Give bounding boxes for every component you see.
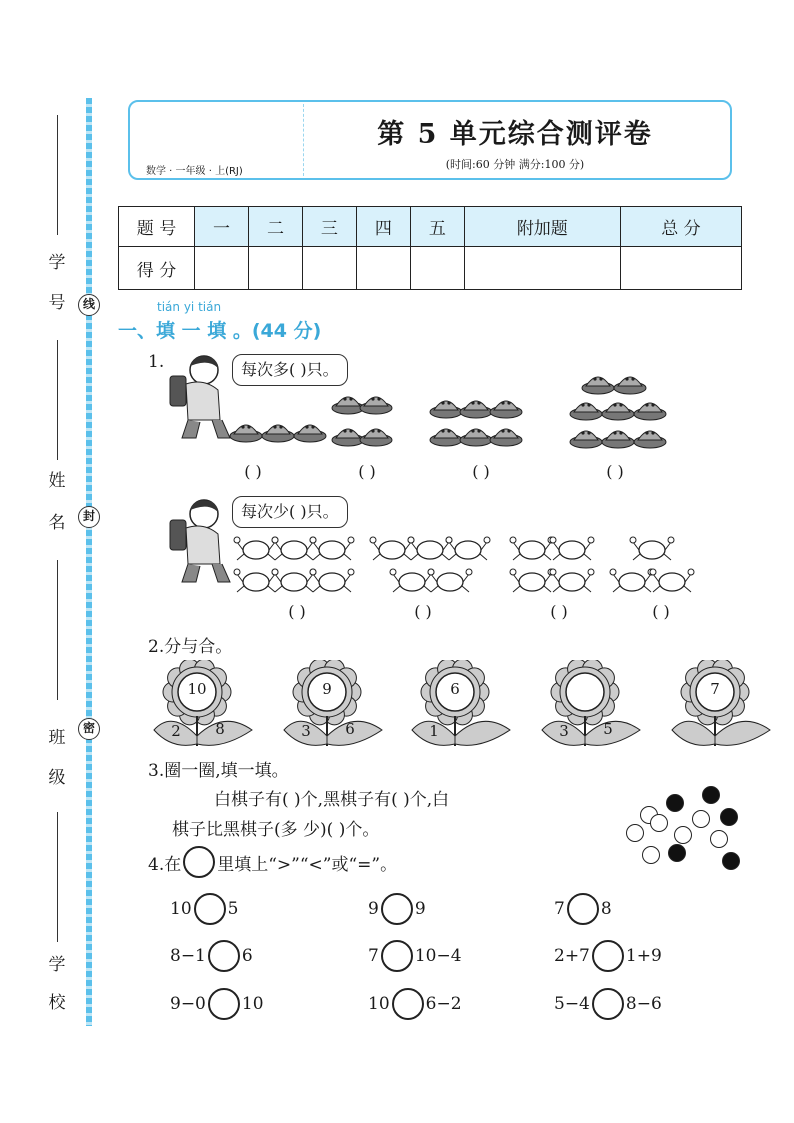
bird-nest-icon <box>360 397 392 414</box>
flower-total: 7 <box>710 680 720 698</box>
score-header-cell: 三 <box>302 207 356 247</box>
q1-answer-blank[interactable]: ( ) <box>550 602 568 621</box>
white-piece <box>674 826 692 844</box>
flower-right-part: 5 <box>603 720 613 738</box>
class-line <box>57 560 58 700</box>
speech-bubble-more: 每次多( )只。 <box>232 354 348 386</box>
subject-label: 数学 · 一年级 · 上(RJ) <box>146 166 243 177</box>
black-piece <box>702 786 720 804</box>
comparison-item <box>368 893 426 925</box>
birds-picture <box>226 362 676 454</box>
flower-left-part: 3 <box>559 722 569 740</box>
binding-label-ji: 级 <box>48 768 66 788</box>
comparison-left: 9 <box>368 899 379 919</box>
header-divider <box>303 104 304 176</box>
bird-nest-icon <box>582 377 614 394</box>
comparison-left: 8−1 <box>170 946 206 966</box>
comparison-left: 10 <box>368 994 390 1014</box>
bird-nest-icon <box>570 431 602 448</box>
comparison-answer-circle[interactable] <box>592 988 624 1020</box>
black-piece <box>668 844 686 862</box>
score-cell[interactable] <box>248 247 302 290</box>
binding-line <box>86 98 92 1026</box>
q3-line2: 棋子比黑棋子(多 少)( )个。 <box>172 820 380 840</box>
black-piece <box>666 794 684 812</box>
bird-nest-icon <box>602 431 634 448</box>
q4-label-part1: 4.在 <box>148 854 182 875</box>
white-piece <box>650 814 668 832</box>
section-title: 一、填 一 填 。(44 分) <box>118 320 322 342</box>
crab-icon <box>510 569 554 592</box>
crab-icon <box>408 537 452 560</box>
q2-label: 2.分与合。 <box>148 637 233 657</box>
score-header-cell: 总 分 <box>620 207 741 247</box>
score-cell[interactable] <box>410 247 464 290</box>
flower-total: 9 <box>322 680 332 698</box>
crab-icon <box>272 537 316 560</box>
bird-nest-icon <box>360 429 392 446</box>
binding-label-xing: 姓 <box>48 471 66 491</box>
comparison-item <box>170 893 238 925</box>
crab-icon <box>272 569 316 592</box>
seal-feng: 封 <box>78 506 100 528</box>
comparison-right: 10−4 <box>414 946 462 966</box>
comparison-right: 8 <box>600 899 612 919</box>
comparison-right: 8−6 <box>625 994 662 1014</box>
student-id-line <box>57 115 58 235</box>
crabs-picture <box>232 528 702 600</box>
bird-nest-icon <box>460 401 492 418</box>
flower-total: 10 <box>187 680 207 698</box>
comparison-answer-circle[interactable] <box>392 988 424 1020</box>
bird-nest-icon <box>230 425 262 442</box>
bird-nest-icon <box>460 429 492 446</box>
crab-icon <box>234 537 278 560</box>
score-header-row <box>119 207 742 247</box>
white-piece <box>710 830 728 848</box>
comparison-left: 2+7 <box>554 946 590 966</box>
crab-icon <box>390 569 434 592</box>
binding-label-xiao: 校 <box>48 993 66 1013</box>
comparison-left: 10 <box>170 899 192 919</box>
binding-label-xue2: 学 <box>48 955 66 975</box>
comparison-item <box>368 988 462 1020</box>
q1-answer-blank[interactable]: ( ) <box>244 462 262 481</box>
black-piece <box>720 808 738 826</box>
bird-nest-icon <box>490 401 522 418</box>
bird-nest-icon <box>430 429 462 446</box>
flower-left-part: 1 <box>429 722 439 740</box>
comparison-right: 5 <box>227 899 239 919</box>
bird-nest-icon <box>332 429 364 446</box>
crab-icon <box>630 537 674 560</box>
score-header-cell: 二 <box>248 207 302 247</box>
comparison-item <box>170 988 264 1020</box>
comparison-item <box>554 988 662 1020</box>
score-cell[interactable] <box>620 247 741 290</box>
flower-right-part: 8 <box>215 720 225 738</box>
white-piece <box>626 824 644 842</box>
comparison-item <box>554 893 612 925</box>
page-subtitle: (时间:60 分钟 满分:100 分) <box>445 158 585 171</box>
white-piece <box>642 846 660 864</box>
score-cell[interactable] <box>302 247 356 290</box>
comparison-left: 7 <box>368 946 379 966</box>
binding-label-ming: 名 <box>48 513 66 533</box>
bird-nest-icon <box>634 431 666 448</box>
bird-nest-icon <box>614 377 646 394</box>
score-cell[interactable] <box>356 247 410 290</box>
comparison-right: 6−2 <box>425 994 462 1014</box>
boy-illustration <box>166 494 238 589</box>
crab-icon <box>610 569 654 592</box>
comparison-right: 9 <box>414 899 426 919</box>
score-header-cell: 题 号 <box>119 207 195 247</box>
school-line <box>57 812 58 942</box>
black-piece <box>722 852 740 870</box>
bird-nest-icon <box>332 397 364 414</box>
flower-left-part: 2 <box>171 722 181 740</box>
bird-nest-icon <box>294 425 326 442</box>
comparison-answer-circle[interactable] <box>381 893 413 925</box>
page-title: 第 5 单元综合测评卷 <box>377 119 653 150</box>
binding-label-hao: 号 <box>48 293 66 313</box>
binding-label-xue: 学 <box>48 253 66 273</box>
comparison-answer-circle[interactable] <box>381 940 413 972</box>
flower-total: 6 <box>450 680 460 698</box>
bird-nest-icon <box>634 403 666 420</box>
score-header-cell: 一 <box>195 207 249 247</box>
q1-answer-blank[interactable]: ( ) <box>414 602 432 621</box>
crab-icon <box>234 569 278 592</box>
score-cell[interactable] <box>195 247 249 290</box>
name-line <box>57 340 58 460</box>
crab-icon <box>550 569 594 592</box>
crab-icon <box>446 537 490 560</box>
flower-right-part: 6 <box>345 720 355 738</box>
bird-nest-icon <box>430 401 462 418</box>
q3-label: 3.圈一圈,填一填。 <box>148 761 289 781</box>
comparison-item <box>554 940 662 972</box>
q1-answer-blank[interactable]: ( ) <box>606 462 624 481</box>
white-piece <box>692 810 710 828</box>
comparison-left: 5−4 <box>554 994 590 1014</box>
comparison-answer-circle[interactable] <box>194 893 226 925</box>
speech-bubble-less: 每次少( )只。 <box>232 496 348 528</box>
score-header-cell: 四 <box>356 207 410 247</box>
q4-label-part2: 里填上“>”“<”或“=”。 <box>217 854 398 875</box>
binding-label-ban: 班 <box>48 728 66 748</box>
q4-label <box>148 846 397 878</box>
crab-icon <box>310 569 354 592</box>
bird-nest-icon <box>262 425 294 442</box>
crab-icon <box>428 569 472 592</box>
comparison-answer-circle[interactable] <box>208 988 240 1020</box>
q3-line1: 白棋子有( )个,黑棋子有( )个,白 <box>214 790 450 810</box>
bird-nest-icon <box>570 403 602 420</box>
score-header-cell: 五 <box>410 207 464 247</box>
flower-left-part: 3 <box>301 722 311 740</box>
seal-xian: 线 <box>78 294 100 316</box>
seal-mi: 密 <box>78 718 100 740</box>
comparison-answer-circle[interactable] <box>208 940 240 972</box>
comparison-answer-circle[interactable] <box>592 940 624 972</box>
comparison-right: 10 <box>241 994 264 1014</box>
q1-answer-blank[interactable]: ( ) <box>288 602 306 621</box>
score-row-label: 得 分 <box>119 247 195 290</box>
q1-number: 1. <box>148 352 165 372</box>
crab-icon <box>510 537 554 560</box>
comparison-right: 6 <box>241 946 253 966</box>
comparison-left: 9−0 <box>170 994 206 1014</box>
circle-icon <box>183 846 215 878</box>
q1-answer-blank[interactable]: ( ) <box>358 462 376 481</box>
score-header-cell: 附加题 <box>464 207 620 247</box>
bird-nest-icon <box>602 403 634 420</box>
comparison-right: 1+9 <box>625 946 662 966</box>
bird-nest-icon <box>490 429 522 446</box>
crab-icon <box>370 537 414 560</box>
crab-icon <box>650 569 694 592</box>
section-pinyin: tián yi tián <box>157 300 222 314</box>
comparison-answer-circle[interactable] <box>567 893 599 925</box>
comparison-item <box>170 940 253 972</box>
q1-answer-blank[interactable]: ( ) <box>472 462 490 481</box>
comparison-left: 7 <box>554 899 565 919</box>
crab-icon <box>550 537 594 560</box>
q1-answer-blank[interactable]: ( ) <box>652 602 670 621</box>
score-table <box>118 206 742 290</box>
crab-icon <box>310 537 354 560</box>
score-cell[interactable] <box>464 247 620 290</box>
score-value-row <box>119 247 742 290</box>
comparison-item <box>368 940 462 972</box>
